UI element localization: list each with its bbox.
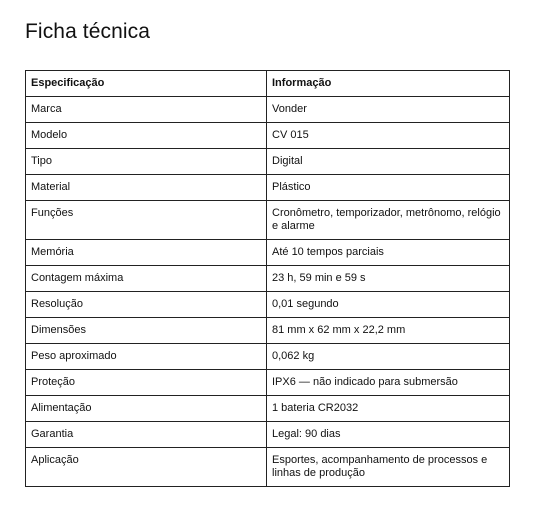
spec-label: Marca	[26, 97, 267, 123]
spec-value: 0,062 kg	[267, 344, 510, 370]
spec-label: Resolução	[26, 292, 267, 318]
spec-value: 81 mm x 62 mm x 22,2 mm	[267, 318, 510, 344]
spec-value: 1 bateria CR2032	[267, 396, 510, 422]
table-row	[26, 123, 510, 149]
table-row	[26, 266, 510, 292]
spec-label: Memória	[26, 240, 267, 266]
table-row	[26, 97, 510, 123]
spec-value: IPX6 — não indicado para submersão	[267, 370, 510, 396]
table-row	[26, 370, 510, 396]
table-row	[26, 149, 510, 175]
spec-value: CV 015	[267, 123, 510, 149]
table-header-row	[26, 71, 510, 97]
table-row	[26, 448, 510, 487]
spec-label: Aplicação	[26, 448, 267, 487]
page-title: Ficha técnica	[25, 20, 151, 43]
spec-value: 0,01 segundo	[267, 292, 510, 318]
spec-value: Vonder	[267, 97, 510, 123]
spec-label: Funções	[26, 201, 267, 240]
spec-label: Contagem máxima	[26, 266, 267, 292]
table-row	[26, 396, 510, 422]
spec-value: 23 h, 59 min e 59 s	[267, 266, 510, 292]
column-header-information: Informação	[267, 71, 510, 97]
table-row	[26, 201, 510, 240]
spec-value: Legal: 90 dias	[267, 422, 510, 448]
table-row	[26, 422, 510, 448]
spec-label: Alimentação	[26, 396, 267, 422]
spec-value: Esportes, acompanhamento de processos e linhas de produção	[267, 448, 510, 487]
spec-value: Cronômetro, temporizador, metrônomo, relógio e alarme	[267, 201, 510, 240]
spec-label: Dimensões	[26, 318, 267, 344]
table-row	[26, 318, 510, 344]
table-row	[26, 344, 510, 370]
spec-label: Modelo	[26, 123, 267, 149]
spec-label: Tipo	[26, 149, 267, 175]
spec-label: Garantia	[26, 422, 267, 448]
column-header-specification: Especificação	[26, 71, 267, 97]
spec-table	[25, 70, 510, 487]
spec-label: Material	[26, 175, 267, 201]
table-row	[26, 292, 510, 318]
table-row	[26, 240, 510, 266]
spec-value: Plástico	[267, 175, 510, 201]
table-row	[26, 175, 510, 201]
spec-value: Digital	[267, 149, 510, 175]
spec-label: Proteção	[26, 370, 267, 396]
spec-value: Até 10 tempos parciais	[267, 240, 510, 266]
spec-label: Peso aproximado	[26, 344, 267, 370]
